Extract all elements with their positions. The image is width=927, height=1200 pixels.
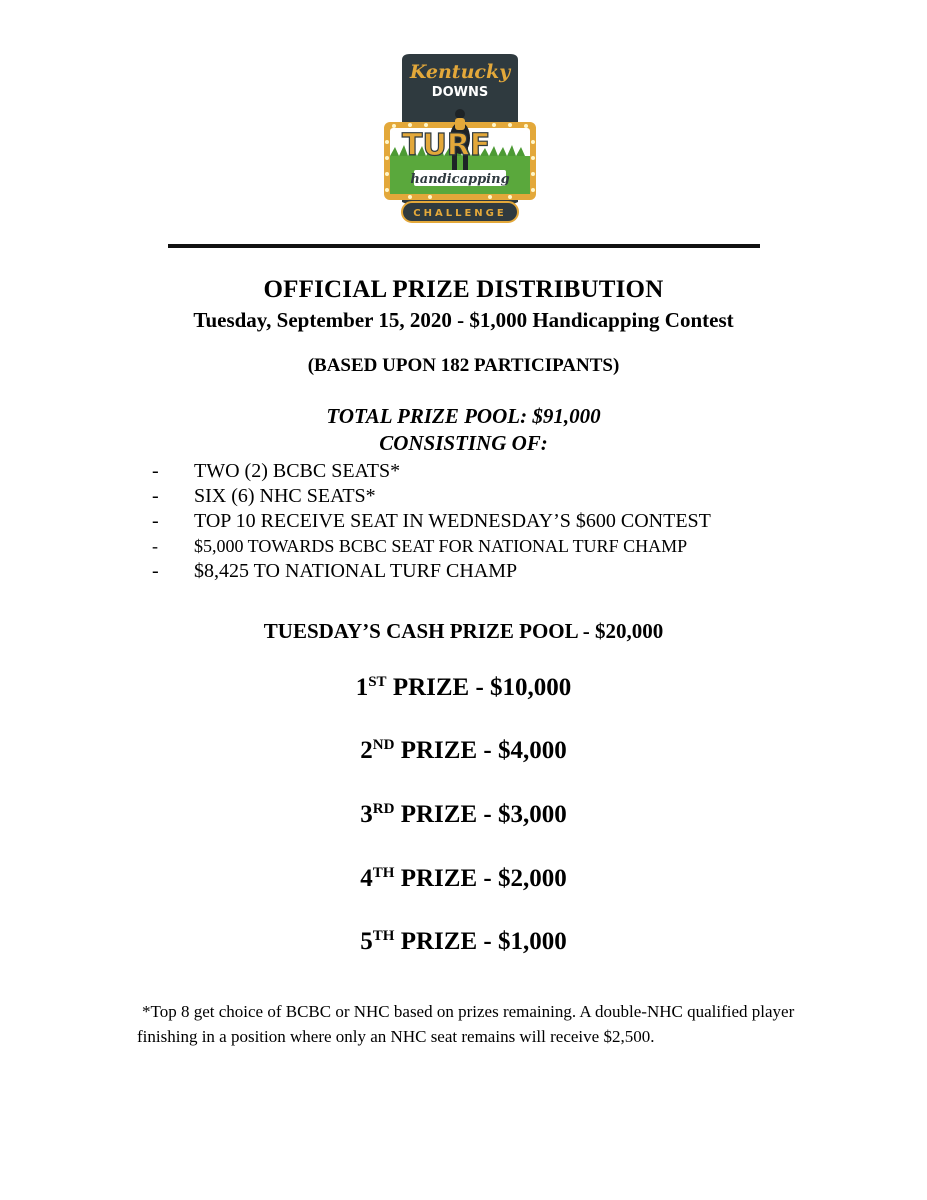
prize-number: 1 (355, 674, 369, 701)
prize-pool-list (152, 459, 711, 584)
prize-amount: PRIZE - $4,000 (394, 737, 567, 764)
list-item-text: TWO (2) BCBC SEATS* (194, 460, 401, 482)
cash-prize-pool: TUESDAY’S CASH PRIZE POOL - $20,000 (263, 619, 664, 643)
list-item (152, 559, 711, 584)
list-item (152, 459, 711, 484)
prize-number: 3 (360, 801, 373, 828)
contest-subtitle: Tuesday, September 15, 2020 - $1,000 Handicapping Contest (193, 308, 734, 332)
footnote: *Top 8 get choice of BCBC or NHC based on prizes remaining. A double-NHC qualified player finishing in a position where only an NHC seat remains will receive $2,500. (137, 1002, 795, 1046)
prize-ordinal: ND (372, 737, 395, 753)
list-item-text: SIX (6) NHC SEATS* (194, 485, 376, 507)
list-dash: - (152, 536, 158, 556)
prize-ordinal: TH (372, 865, 395, 881)
list-item (152, 534, 711, 559)
total-prize-pool: TOTAL PRIZE POOL: $91,000 (326, 404, 601, 428)
prize-line-3 (0, 801, 927, 829)
logo-turf-text: TURF (402, 128, 491, 163)
prize-ordinal: ST (368, 674, 387, 690)
list-dash: - (152, 485, 159, 507)
list-dash: - (152, 460, 159, 482)
list-dash: - (152, 560, 159, 582)
consisting-of-label: CONSISTING OF: (379, 431, 548, 455)
logo-downs-text: DOWNS (431, 85, 489, 100)
list-item (152, 484, 711, 509)
list-dash: - (152, 510, 159, 532)
logo-handicapping-text: handicapping (410, 172, 510, 187)
list-item-text: $8,425 TO NATIONAL TURF CHAMP (194, 560, 518, 582)
prize-amount: PRIZE - $2,000 (394, 865, 567, 892)
prize-line-4 (0, 865, 927, 893)
prize-line-1 (0, 674, 927, 702)
list-item-text: TOP 10 RECEIVE SEAT IN WEDNESDAY’S $600 CONTEST (194, 510, 711, 532)
list-item-text: $5,000 TOWARDS BCBC SEAT FOR NATIONAL TURF CHAMP (194, 536, 688, 556)
prize-line-5 (0, 928, 927, 956)
prize-line-2 (0, 737, 927, 765)
prize-amount: PRIZE - $10,000 (386, 674, 572, 701)
prize-number: 2 (360, 737, 373, 764)
prize-ordinal: TH (372, 928, 395, 944)
prize-ordinal: RD (372, 801, 395, 817)
page-title: OFFICIAL PRIZE DISTRIBUTION (263, 276, 664, 303)
prize-amount: PRIZE - $1,000 (394, 928, 567, 955)
prize-number: 4 (360, 865, 373, 892)
logo-challenge-text: CHALLENGE (413, 208, 507, 219)
list-item (152, 509, 711, 534)
participants-note: (BASED UPON 182 PARTICIPANTS) (307, 355, 620, 376)
kentucky-downs-turf-challenge-logo (380, 52, 540, 232)
prize-amount: PRIZE - $3,000 (394, 801, 567, 828)
logo-kentucky-text: Kentucky (409, 61, 511, 83)
prize-number: 5 (360, 928, 373, 955)
divider-rule (168, 244, 760, 248)
